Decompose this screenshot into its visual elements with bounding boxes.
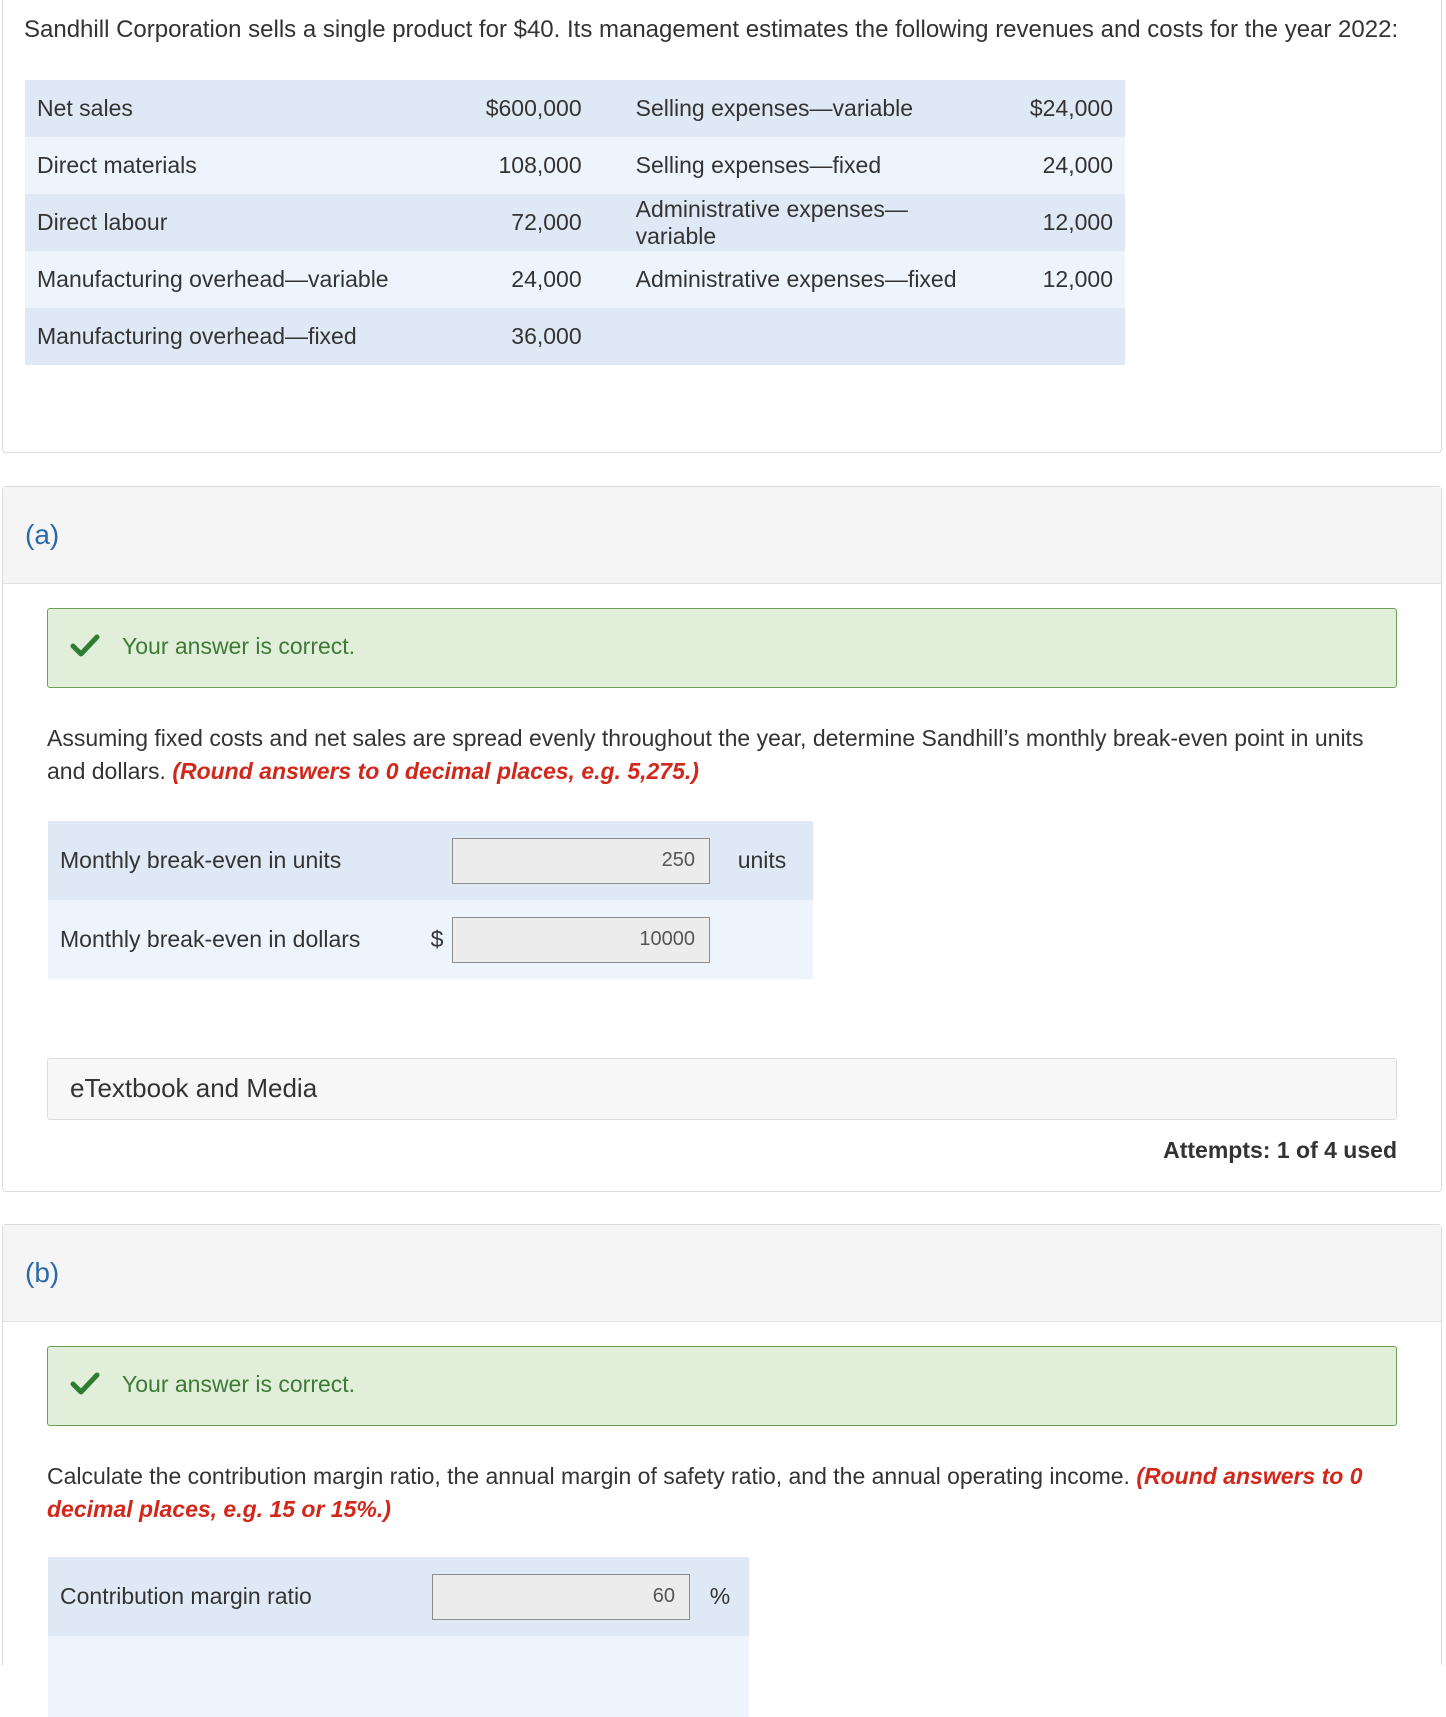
etextbook-media-label: eTextbook and Media xyxy=(70,1073,318,1103)
answer-row-next xyxy=(48,1636,749,1717)
break-even-dollars-input[interactable] xyxy=(452,917,710,963)
correct-text: Your answer is correct. xyxy=(122,633,356,659)
table-row: Direct materials 108,000 Selling expenses—fixed 24,000 xyxy=(25,137,1125,194)
problem-intro: Sandhill Corporation sells a single product for $40. Its management estimates the following revenues and costs for the year 2022: xyxy=(24,16,1399,43)
part-b-label: (b) xyxy=(25,1257,60,1288)
correct-text: Your answer is correct. xyxy=(122,1371,356,1397)
part-a-header xyxy=(3,487,1441,584)
answer-row-dollars xyxy=(48,900,813,979)
answer-table xyxy=(48,821,813,979)
etextbook-media-toggle[interactable] xyxy=(47,1058,1397,1120)
checkmark-icon xyxy=(70,631,100,661)
answer-table xyxy=(48,1557,749,1717)
dollar-prefix: $ xyxy=(430,926,444,952)
question-prompt: Calculate the contribution margin ratio, the annual margin of safety ratio, and the annual operating income. (Round answers to 0 decimal places, e.g. 15 or 15%.) xyxy=(47,1463,1363,1522)
part-a-label: (a) xyxy=(25,519,60,550)
answer-row-cm-ratio xyxy=(48,1557,749,1636)
correct-banner xyxy=(47,608,1397,688)
checkmark-icon xyxy=(70,1369,100,1399)
table-row: Direct labour 72,000 Administrative expenses—variable 12,000 xyxy=(25,194,1125,251)
question-prompt: Assuming fixed costs and net sales are spread evenly throughout the year, determine Sandhill’s monthly break-even point in units and dollars. (Round answers to 0 decimal places, e.g. 5,275.) xyxy=(47,725,1364,784)
table-row: Manufacturing overhead—variable 24,000 Administrative expenses—fixed 12,000 xyxy=(25,251,1125,308)
table-row: Net sales $600,000 Selling expenses—variable $24,000 xyxy=(25,80,1125,137)
answer-row-units xyxy=(48,821,813,900)
part-b-section xyxy=(2,1224,1442,1665)
rounding-hint: (Round answers to 0 decimal places, e.g. 15 or 15%.) xyxy=(47,1463,1363,1522)
correct-banner xyxy=(47,1346,1397,1426)
cost-table xyxy=(25,80,1125,365)
percent-suffix: % xyxy=(709,1583,731,1609)
answer-label: Monthly break-even in dollars xyxy=(60,926,361,952)
answer-label: Contribution margin ratio xyxy=(60,1583,312,1609)
rounding-hint: (Round answers to 0 decimal places, e.g. 5,275.) xyxy=(172,758,699,784)
table-row: Manufacturing overhead—fixed 36,000 xyxy=(25,308,1125,365)
break-even-units-input[interactable] xyxy=(452,838,710,884)
part-a-section xyxy=(2,486,1442,1192)
units-suffix: units xyxy=(737,847,787,873)
answer-label: Monthly break-even in units xyxy=(60,847,342,873)
part-b-header xyxy=(3,1225,1441,1322)
contribution-margin-ratio-input[interactable] xyxy=(432,1574,690,1620)
attempts-counter: Attempts: 1 of 4 used xyxy=(1163,1137,1397,1163)
